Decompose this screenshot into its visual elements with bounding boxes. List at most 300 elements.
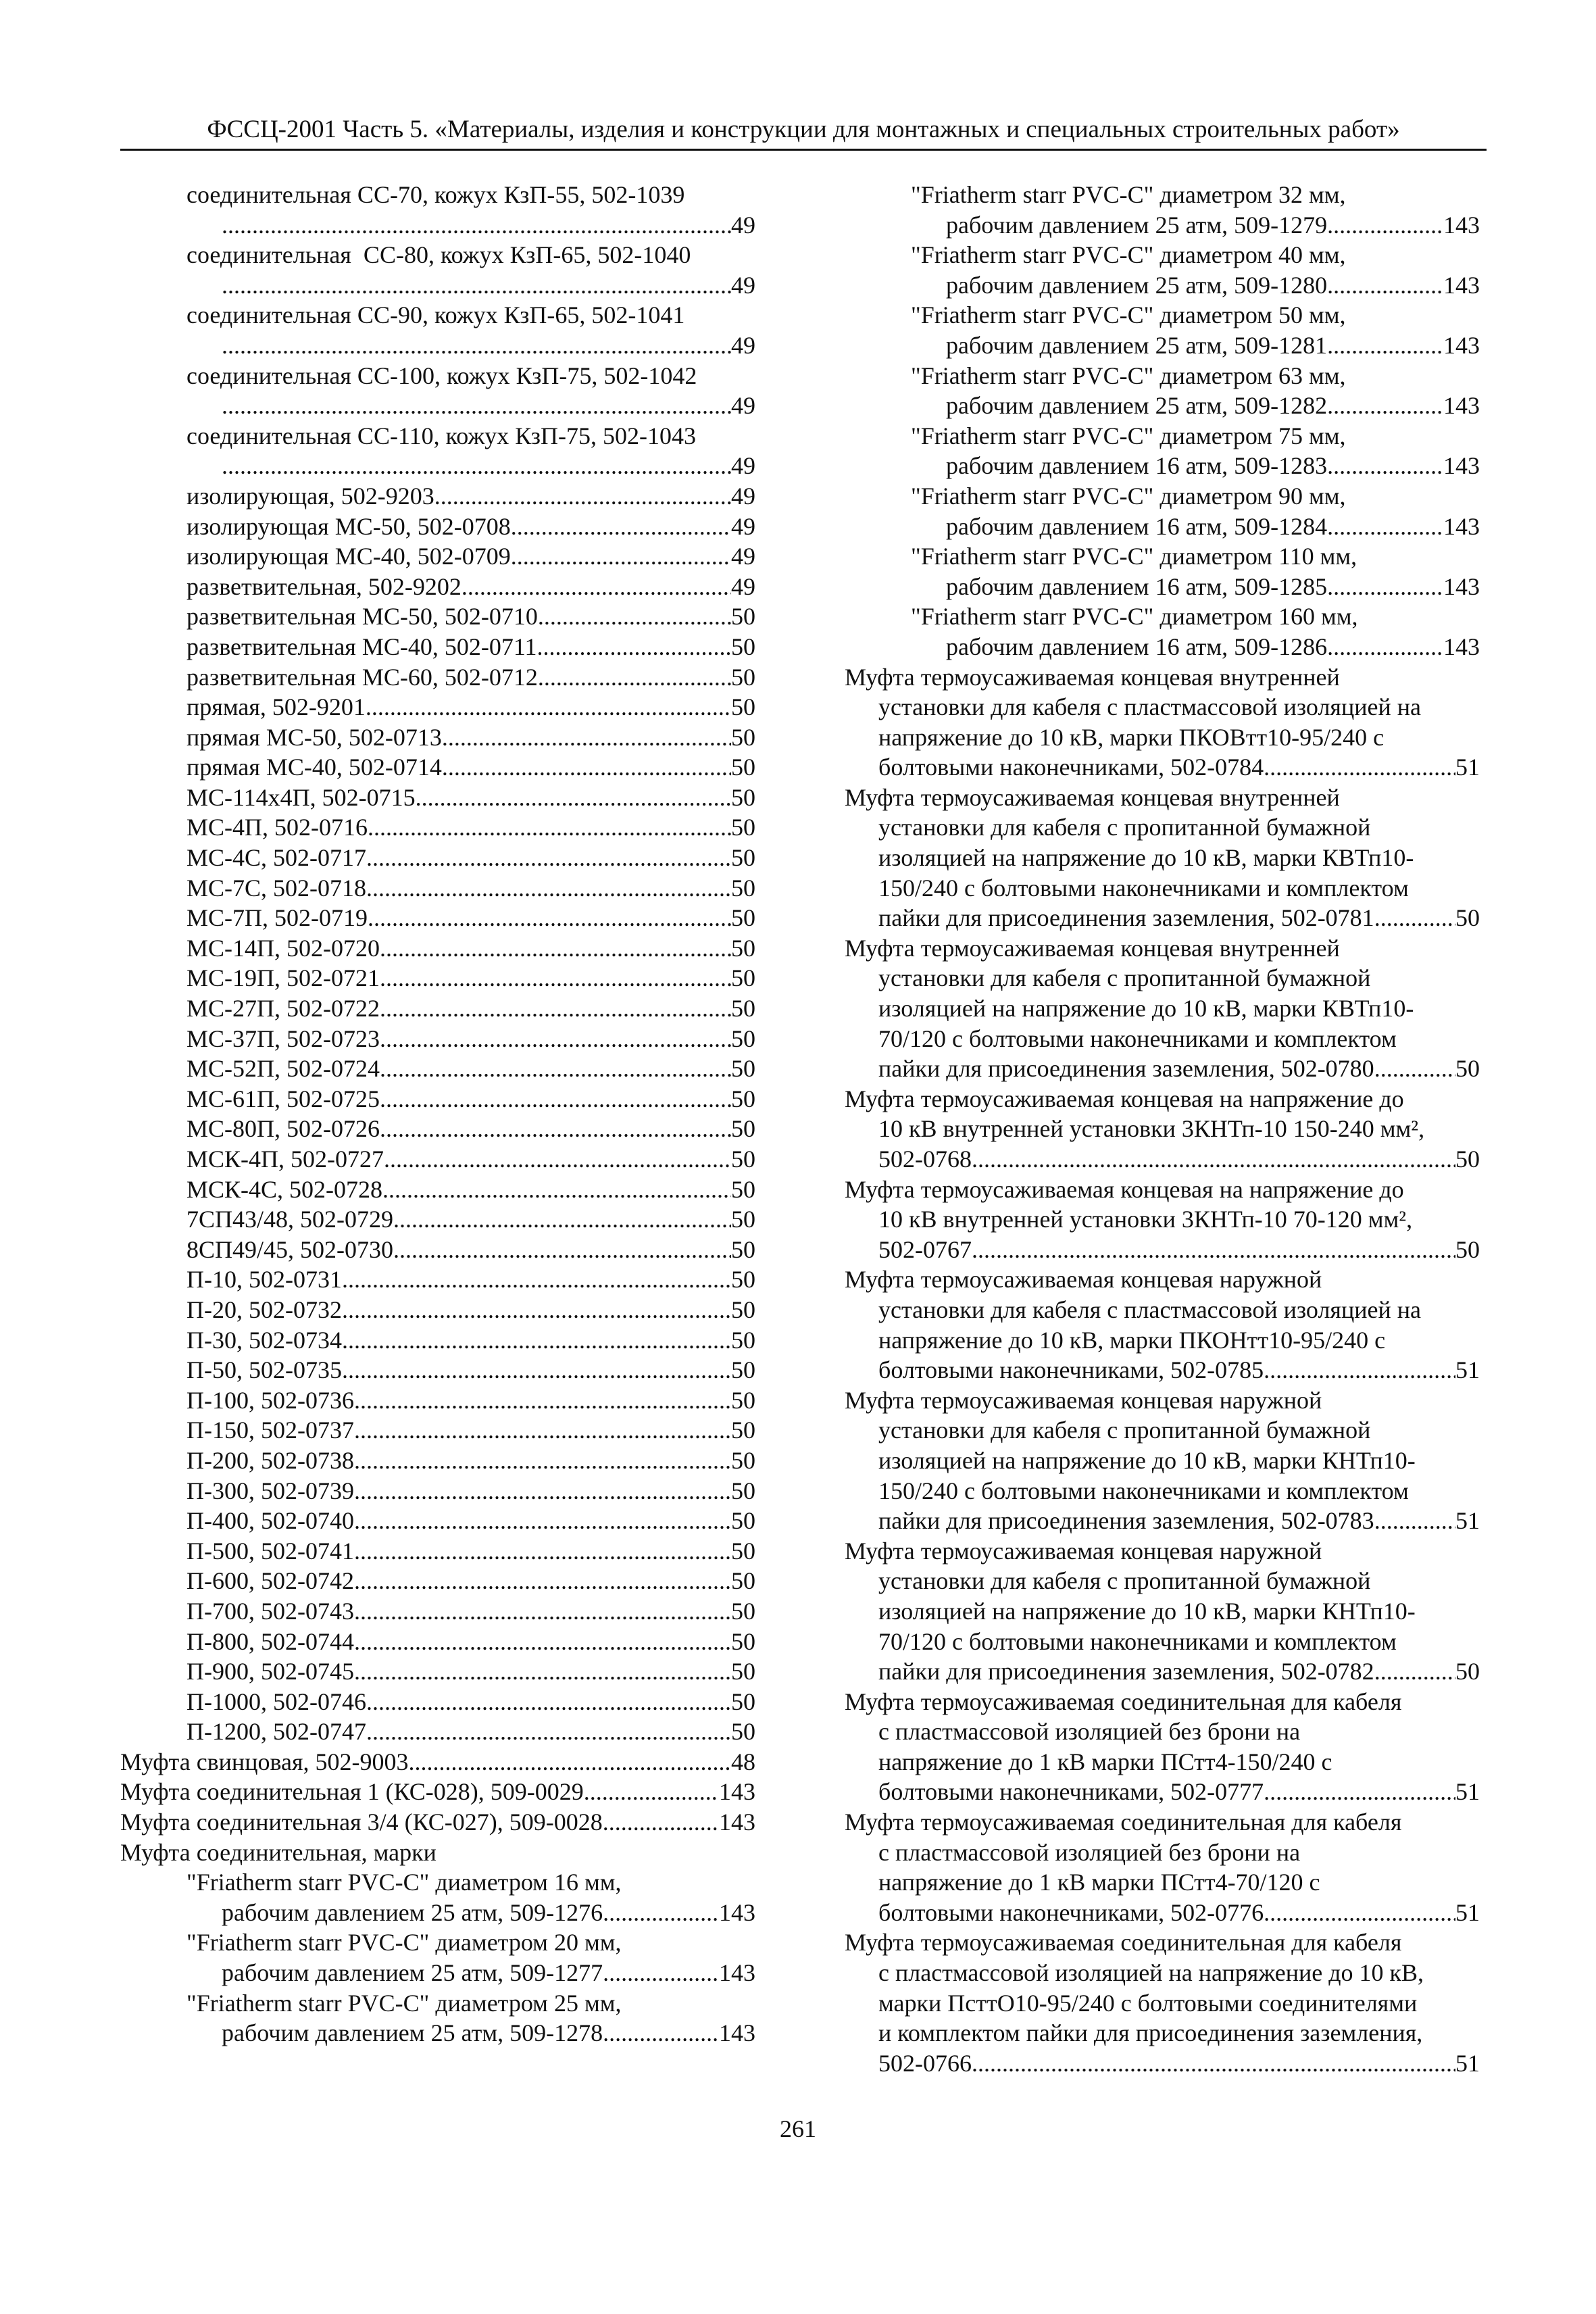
entry-text: П-150, 502-0737 [186,1417,354,1444]
index-entry-line [120,812,755,843]
index-entry [120,1777,755,1807]
entry-text: 150/240 с болтовыми наконечниками и комплектом [878,1477,1409,1504]
index-entry-line [120,1476,755,1506]
index-entry [120,1717,755,1747]
index-entry [120,1656,755,1687]
entry-page-number: 50 [731,1146,755,1173]
index-entry-line [120,240,755,270]
index-column-left [120,180,755,2048]
entry-text: прямая МС-40, 502-0714 [186,754,442,781]
index-entry-line [845,1446,1480,1476]
entry-text: П-600, 502-0742 [186,1567,354,1595]
dot-leader [222,391,731,421]
index-entry-line [845,1325,1480,1356]
index-entry [120,1988,755,2048]
index-entry [120,541,755,572]
dot-leader [1327,632,1443,662]
entry-page-number: 143 [1443,572,1480,600]
index-entry-line [845,1024,1480,1054]
dot-leader [380,963,731,993]
index-entry-line [845,361,1480,391]
index-entry-line [120,512,755,542]
entry-text: Муфта термоусаживаемая концевая внутренней [845,663,1340,691]
entry-text: рабочим давлением 25 атм, 509-1276 [222,1898,603,1926]
entry-text: рабочим давлением 25 атм, 509-1280 [946,271,1328,299]
entry-text: и комплектом пайки для присоединения заземления, [878,2019,1423,2047]
entry-page-number: 143 [1443,633,1480,660]
index-entry-line [845,843,1480,873]
index-entry [845,783,1480,933]
dot-leader [380,1114,731,1144]
entry-text: 7СП43/48, 502-0729 [186,1206,393,1233]
entry-text: напряжение до 10 кВ, марки ПКОВтт10-95/240 с [878,723,1385,751]
dot-leader [354,1656,731,1687]
entry-text: изолирующая МС-50, 502-0708 [186,512,511,540]
dot-leader [354,1596,731,1627]
index-entry-line [845,1988,1480,2019]
index-entry [120,812,755,843]
index-entry-line [120,1536,755,1567]
index-entry-line [845,2018,1480,2048]
entry-text: МСК-4С, 502-0728 [186,1175,383,1203]
dot-leader [603,1898,719,1928]
index-entry [120,1144,755,1175]
index-entry-line [845,1627,1480,1657]
dot-leader [1327,391,1443,421]
entry-page-number: 51 [1455,1356,1480,1384]
entry-page-number: 50 [731,1688,755,1715]
entry-text: МС-27П, 502-0722 [186,995,380,1023]
dot-leader [342,1325,731,1356]
index-entry [120,843,755,873]
index-entry-line [120,1807,755,1838]
entry-text: 8СП49/45, 502-0730 [186,1235,393,1263]
dot-leader [603,1958,719,1988]
entry-text: П-30, 502-0734 [186,1326,342,1354]
entry-text: П-1000, 502-0746 [186,1688,366,1715]
entry-text: установки для кабеля с пропитанной бумажной [878,1567,1371,1595]
index-entry [845,1084,1480,1175]
entry-page-number: 50 [731,1025,755,1052]
entry-text: установки для кабеля с пропитанной бумажной [878,814,1371,841]
entry-page-number: 50 [731,1446,755,1474]
entry-page-number: 50 [731,964,755,992]
dot-leader [368,812,731,843]
entry-text: 10 кВ внутренней установки 3КНТп-10 70-120 мм², [878,1206,1413,1233]
dot-leader [354,1415,731,1446]
entry-page-number: 50 [731,1356,755,1384]
page-number: 261 [780,2115,816,2142]
index-entry-line [845,1114,1480,1144]
index-entry-line [845,812,1480,843]
index-entry-line [120,1506,755,1536]
index-entry [120,1927,755,1988]
entry-text: изоляцией на напряжение до 10 кВ, марки КВТп10- [878,995,1414,1023]
dot-leader [511,512,731,542]
entry-page-number: 50 [731,1537,755,1565]
dot-leader [409,1747,731,1777]
entry-page-number: 50 [1455,1658,1480,1685]
entry-text: МС-19П, 502-0721 [186,964,380,992]
entry-text: рабочим давлением 25 атм, 509-1279 [946,211,1328,239]
entry-text: разветвительная, 502-9202 [186,572,462,600]
index-entry-line [845,903,1480,933]
index-entry-line [845,2048,1480,2079]
entry-text: Муфта термоусаживаемая концевая наружной [845,1266,1322,1294]
index-entry-line [120,1385,755,1416]
index-entry-line [845,451,1480,481]
entry-text: 502-0766 [878,2049,972,2077]
index-entry-line [845,481,1480,512]
entry-page-number: 50 [731,1175,755,1203]
dot-leader [354,1476,731,1506]
entry-page-number: 50 [731,904,755,932]
entry-page-number: 50 [731,1085,755,1112]
index-entry-line [120,963,755,993]
dot-leader [380,933,731,964]
entry-page-number: 143 [719,1778,755,1806]
entry-text: 150/240 с болтовыми наконечниками и комплектом [878,874,1409,902]
index-entry-line [845,1747,1480,1777]
entry-page-number: 143 [1443,331,1480,359]
dot-leader [972,1144,1455,1175]
dot-leader [366,1717,731,1747]
index-entry-line [845,1235,1480,1265]
index-entry [845,933,1480,1084]
dot-leader [1327,210,1443,241]
index-entry [120,421,755,481]
index-entry-line [120,541,755,572]
entry-text: изолирующая МС-40, 502-0709 [186,543,511,570]
index-entry-line [845,270,1480,301]
entry-page-number: 143 [719,1808,755,1836]
entry-text: МС-61П, 502-0725 [186,1085,380,1112]
index-entry-line [845,692,1480,722]
entry-text: прямая, 502-9201 [186,693,366,721]
entry-text: "Friatherm starr PVC-C" диаметром 40 мм, [911,241,1346,269]
entry-text: разветвительная МС-50, 502-0710 [186,603,538,631]
index-entry [845,421,1480,481]
entry-page-number: 50 [731,1386,755,1414]
entry-text: П-20, 502-0732 [186,1296,342,1323]
entry-text: Муфта термоусаживаемая соединительная для кабеля [845,1808,1402,1836]
entry-text: изолирующая, 502-9203 [186,482,434,510]
index-entry [120,1627,755,1657]
index-entry [120,632,755,662]
dot-leader [1327,270,1443,301]
index-entry [120,601,755,632]
entry-text: "Friatherm starr PVC-C" диаметром 63 мм, [911,362,1346,389]
entry-text: "Friatherm starr PVC-C" диаметром 160 мм, [911,603,1358,631]
dot-leader [222,330,731,361]
index-entry [120,1476,755,1506]
index-entry [120,662,755,693]
entry-text: рабочим давлением 25 атм, 509-1278 [222,2019,603,2047]
entry-text: "Friatherm starr PVC-C" диаметром 90 мм, [911,482,1346,510]
entry-text: П-300, 502-0739 [186,1477,354,1504]
entry-text: МС-114х4П, 502-0715 [186,783,416,811]
running-header: ФССЦ-2001 Часть 5. «Материалы, изделия и конструкции для монтажных и специальных строительных работ» [120,114,1487,151]
entry-text: Муфта свинцовая, 502-9003 [120,1748,409,1775]
entry-page-number: 50 [731,1326,755,1354]
index-entry-line [120,270,755,301]
entry-page-number: 50 [731,754,755,781]
dot-leader [354,1566,731,1596]
index-entry-line [120,1446,755,1476]
dot-leader [380,993,731,1024]
index-entry-line [845,1777,1480,1807]
index-entry-line [845,662,1480,693]
dot-leader [603,1807,719,1838]
index-entry [120,903,755,933]
index-entry-line [120,1838,755,1868]
entry-page-number: 50 [731,1296,755,1323]
index-entry [120,752,755,783]
index-entry-line [120,180,755,210]
entry-text: болтовыми наконечниками, 502-0784 [878,754,1264,781]
index-entry-line [845,1536,1480,1567]
entry-text: изоляцией на напряжение до 10 кВ, марки КНТп10- [878,1446,1416,1474]
index-entry [845,662,1480,783]
index-entry-line [120,1627,755,1657]
entry-text: напряжение до 1 кВ марки ПСтт4-150/240 с [878,1748,1332,1775]
entry-page-number: 49 [731,392,755,420]
dot-leader [393,1204,731,1235]
index-entry-line [120,783,755,813]
entry-text: с пластмассовой изоляцией без брони на [878,1718,1301,1746]
index-entry-line [120,873,755,904]
index-entry [120,1325,755,1356]
index-entry [120,1838,755,1868]
index-entry-line [845,1385,1480,1416]
index-entry [845,361,1480,421]
index-entry-line [845,391,1480,421]
index-entry-line [845,180,1480,210]
entry-text: соединительная СС-80, кожух КзП-65, 502-1040 [186,241,691,269]
entry-text: П-200, 502-0738 [186,1446,354,1474]
dot-leader [434,481,731,512]
index-entry-line [120,1747,755,1777]
entry-text: Муфта соединительная, марки [120,1838,437,1866]
index-entry-line [120,1415,755,1446]
index-entry-line [845,1958,1480,1988]
entry-page-number: 50 [731,693,755,721]
entry-page-number: 50 [731,1507,755,1535]
entry-page-number: 50 [731,1477,755,1504]
index-entry-line [845,1054,1480,1084]
entry-page-number: 49 [731,331,755,359]
index-entry-line [845,1687,1480,1717]
entry-text: марки ПсттО10-95/240 с болтовыми соединителями [878,1989,1418,2017]
index-entry-line [120,662,755,693]
entry-page-number: 50 [731,1115,755,1143]
index-entry [845,541,1480,601]
dot-leader [354,1627,731,1657]
dot-leader [382,1175,731,1205]
entry-text: 70/120 с болтовыми наконечниками и комплектом [878,1025,1397,1052]
entry-page-number: 49 [731,211,755,239]
entry-text: МС-7С, 502-0718 [186,874,367,902]
index-entry [120,873,755,904]
entry-page-number: 143 [1443,271,1480,299]
entry-text: с пластмассовой изоляцией на напряжение до 10 кВ, [878,1959,1424,1987]
entry-page-number: 50 [1455,904,1480,932]
index-entry-line [845,541,1480,572]
index-entry-line [845,632,1480,662]
index-entry [120,1446,755,1476]
entry-text: изоляцией на напряжение до 10 кВ, марки КНТп10- [878,1597,1416,1625]
index-entry [120,180,755,240]
entry-text: установки для кабеля с пластмассовой изоляцией на [878,1296,1421,1323]
dot-leader [1327,572,1443,602]
entry-text: установки для кабеля с пластмассовой изоляцией на [878,693,1421,721]
dot-leader [1327,330,1443,361]
index-entry [120,481,755,512]
index-entry-line [845,1476,1480,1506]
index-entry-line [845,1898,1480,1928]
index-entry-line [845,933,1480,964]
entry-page-number: 50 [731,1266,755,1294]
index-entry-line [120,692,755,722]
index-entry-line [120,481,755,512]
index-entry-line [120,1867,755,1898]
dot-leader [342,1295,731,1325]
index-entry-line [845,1264,1480,1295]
entry-page-number: 143 [1443,392,1480,420]
entry-page-number: 50 [731,1627,755,1655]
entry-page-number: 51 [1455,1898,1480,1926]
entry-page-number: 143 [719,2019,755,2047]
entry-text: Муфта термоусаживаемая концевая наружной [845,1386,1322,1414]
entry-text: соединительная СС-110, кожух КзП-75, 502-1043 [186,422,696,449]
index-entry-line [120,1295,755,1325]
index-entry [120,240,755,300]
index-entry-line [120,1114,755,1144]
entry-text: напряжение до 1 кВ марки ПСтт4-70/120 с [878,1869,1320,1896]
entry-text: рабочим давлением 25 атм, 509-1282 [946,392,1328,420]
entry-page-number: 50 [731,1658,755,1685]
entry-text: "Friatherm starr PVC-C" диаметром 32 мм, [911,181,1346,208]
entry-text: П-800, 502-0744 [186,1627,354,1655]
entry-page-number: 143 [1443,452,1480,480]
entry-text: с пластмассовой изоляцией без брони на [878,1838,1301,1866]
dot-leader [972,1235,1455,1265]
index-entry-line [120,1144,755,1175]
entry-page-number: 51 [1455,1778,1480,1806]
entry-page-number: 50 [731,1567,755,1595]
index-entry-line [120,1024,755,1054]
entry-text: пайки для присоединения заземления, 502-0783 [878,1507,1374,1535]
entry-page-number: 49 [731,512,755,540]
index-entry [120,692,755,722]
index-entry-line [845,1566,1480,1596]
entry-page-number: 50 [731,844,755,872]
index-entry-line [120,1596,755,1627]
index-entry-line [845,1415,1480,1446]
entry-text: установки для кабеля с пропитанной бумажной [878,964,1371,992]
index-entry-line [120,572,755,602]
dot-leader [393,1235,731,1265]
dot-leader [366,873,731,904]
entry-page-number: 143 [719,1898,755,1926]
index-entry [845,1264,1480,1385]
index-entry-line [845,1506,1480,1536]
entry-page-number: 49 [731,271,755,299]
index-entry [120,1295,755,1325]
entry-text: рабочим давлением 16 атм, 509-1283 [946,452,1328,480]
entry-page-number: 51 [1455,1507,1480,1535]
index-entry-line [845,993,1480,1024]
index-entry-line [845,1927,1480,1958]
entry-text: "Friatherm starr PVC-C" диаметром 50 мм, [911,301,1346,329]
index-entry-line [845,1807,1480,1838]
dot-leader [1264,1898,1455,1928]
index-entry [120,572,755,602]
index-entry-line [845,1295,1480,1325]
index-entry-line [120,1235,755,1265]
index-entry [120,783,755,813]
index-entry-line [120,601,755,632]
entry-text: МСК-4П, 502-0727 [186,1146,384,1173]
entry-text: разветвительная МС-60, 502-0712 [186,663,538,691]
index-entry [120,1204,755,1235]
index-entry [120,1024,755,1054]
index-entry [845,240,1480,300]
index-entry-line [120,1958,755,1988]
entry-text: Муфта термоусаживаемая концевая внутренней [845,934,1340,962]
index-entry [120,1566,755,1596]
entry-text: МС-4П, 502-0716 [186,814,368,841]
dot-leader [368,903,731,933]
index-entry-line [845,330,1480,361]
index-entry-line [120,1777,755,1807]
entry-text: Муфта соединительная 1 (КС-028), 509-0029 [120,1778,584,1806]
index-entry [120,933,755,964]
entry-text: рабочим давлением 25 атм, 509-1277 [222,1959,603,1987]
index-entry-line [120,1355,755,1385]
entry-page-number: 50 [731,995,755,1023]
dot-leader [584,1777,719,1807]
entry-page-number: 143 [1443,512,1480,540]
entry-text: 502-0768 [878,1146,972,1173]
index-entry-line [120,903,755,933]
index-entry-line [120,421,755,451]
entry-text: пайки для присоединения заземления, 502-0781 [878,904,1374,932]
index-entry-line [120,1656,755,1687]
dot-leader [384,1144,731,1175]
dot-leader [354,1446,731,1476]
entry-page-number: 50 [731,723,755,751]
entry-text: изоляцией на напряжение до 10 кВ, марки КВТп10- [878,844,1414,872]
index-entry-line [120,1084,755,1114]
entry-text: МС-80П, 502-0726 [186,1115,380,1143]
index-entry-line [120,451,755,481]
index-entry-line [845,963,1480,993]
index-entry-line [120,210,755,241]
entry-text: пайки для присоединения заземления, 502-0782 [878,1658,1374,1685]
dot-leader [1264,1777,1455,1807]
index-entry [845,1807,1480,1927]
entry-text: соединительная СС-90, кожух КзП-65, 502-1041 [186,301,685,329]
index-entry-line [845,240,1480,270]
index-entry [120,1114,755,1144]
entry-page-number: 143 [1443,211,1480,239]
entry-page-number: 50 [731,1417,755,1444]
dot-leader [222,451,731,481]
index-entry-line [845,1717,1480,1747]
dot-leader [342,1355,731,1385]
index-entry [120,1385,755,1416]
